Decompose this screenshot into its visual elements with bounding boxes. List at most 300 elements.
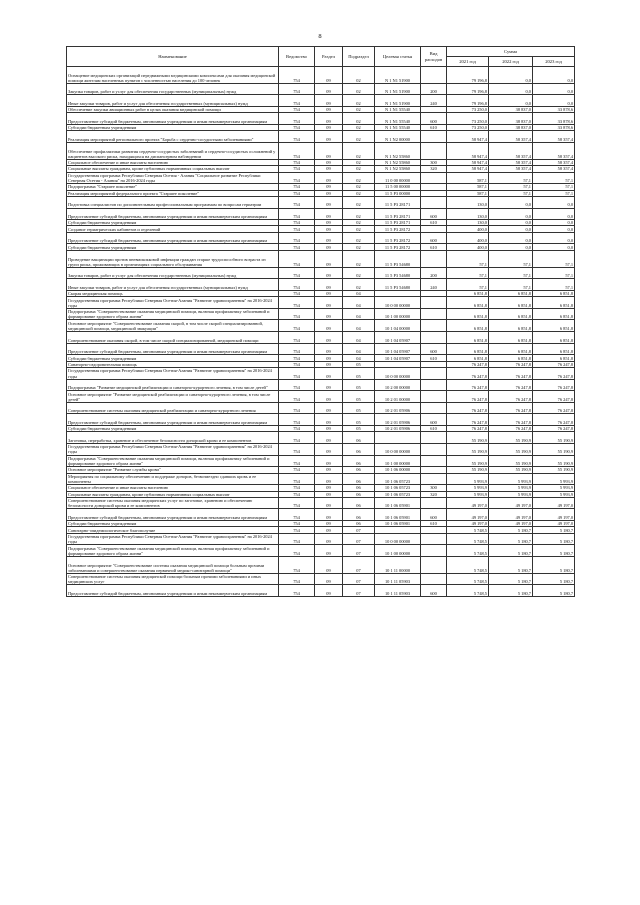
row-expense-type: 610 [421, 521, 447, 527]
row-subsection: 07 [343, 573, 375, 585]
row-name: Подготовка специалистов по дополнительным профессиональным программам по вопросам гериатрии [67, 196, 279, 208]
row-name: Реализация мероприятий федерального проекта "Старшее поколение" [67, 190, 279, 196]
row-ministry: 754 [279, 208, 315, 220]
row-target-article: 10 1 06 05901 [375, 509, 421, 521]
table-row [67, 172, 575, 184]
row-section: 09 [315, 95, 343, 107]
row-section: 09 [315, 491, 343, 497]
row-subsection: 02 [343, 83, 375, 95]
row-target-article: 10 0 00 00000 [375, 297, 421, 309]
row-name: Оснащение медицинских организаций передвижными медицинскими комплексами для оказания медицинской помощи жителям населенных пунктов с численностью населения до 100 человек [67, 67, 279, 84]
row-sum-2021: 6 851,8 [447, 320, 489, 332]
row-sum-2022: 6 851,8 [489, 320, 533, 332]
row-name: Подпрограмма "Старшее поколение" [67, 184, 279, 190]
row-subsection: 06 [343, 467, 375, 473]
table-row [67, 391, 575, 403]
row-sum-2021: 5 748,5 [447, 527, 489, 533]
row-ministry: 754 [279, 527, 315, 533]
row-sum-2022: 5 180,7 [489, 533, 533, 545]
row-expense-type [421, 367, 447, 379]
header-year-2023: 2023 год [533, 57, 575, 67]
row-expense-type: 300 [421, 485, 447, 491]
row-sum-2022: 0,0 [489, 95, 533, 107]
row-sum-2023: 76 247,8 [533, 425, 575, 431]
row-name: Социальное обеспечение и иные выплаты населению [67, 485, 279, 491]
row-target-article: 10 1 00 00000 [375, 545, 421, 557]
row-sum-2021: 5 993,9 [447, 485, 489, 491]
row-sum-2021: 5 748,5 [447, 573, 489, 585]
row-ministry: 754 [279, 361, 315, 367]
row-subsection: 02 [343, 131, 375, 143]
header-ministry: Ведомство [279, 47, 315, 67]
row-section: 09 [315, 67, 343, 84]
row-section: 09 [315, 232, 343, 244]
row-sum-2023: 57,1 [533, 184, 575, 190]
row-sum-2023: 58 357,4 [533, 131, 575, 143]
row-sum-2022: 57,1 [489, 279, 533, 291]
row-sum-2022: 38 837,0 [489, 124, 533, 130]
row-sum-2023: 76 247,8 [533, 367, 575, 379]
row-ministry: 754 [279, 497, 315, 509]
row-target-article: 10 1 11 00000 [375, 557, 421, 574]
row-sum-2022: 58 357,4 [489, 142, 533, 159]
row-sum-2023: 0,0 [533, 244, 575, 250]
header-year-2021: 2021 год [447, 57, 489, 67]
row-target-article: 11 5 P3 54680 [375, 250, 421, 267]
row-ministry: 754 [279, 279, 315, 291]
row-expense-type: 610 [421, 124, 447, 130]
row-name: Закупка товаров, работ и услуг для обеспечения государственных (муниципальных) нужд [67, 83, 279, 95]
row-ministry: 754 [279, 521, 315, 527]
row-name: Скорая медицинская помощь [67, 290, 279, 296]
row-subsection: 02 [343, 142, 375, 159]
row-section: 09 [315, 308, 343, 320]
row-subsection: 04 [343, 320, 375, 332]
row-sum-2021: 130,0 [447, 220, 489, 226]
row-name: Проведение вакцинации против пневмококковой инфекции граждан старше трудоспособного возраста из групп риска, проживающих в организациях социального обслуживания [67, 250, 279, 267]
header-year-2022: 2022 год [489, 57, 533, 67]
table-row [67, 267, 575, 279]
row-name: Субсидии бюджетным учреждениям [67, 425, 279, 431]
row-sum-2021: 76 247,8 [447, 402, 489, 414]
row-section: 09 [315, 267, 343, 279]
row-sum-2023: 57,1 [533, 279, 575, 291]
row-name: Реализация мероприятий регионального проекта "Борьба с сердечно-сосудистыми заболеваниями" [67, 131, 279, 143]
row-target-article: N 1 N1 51900 [375, 95, 421, 107]
row-section: 09 [315, 142, 343, 159]
row-sum-2023: 57,1 [533, 190, 575, 196]
row-target-article: N 1 N1 55540 [375, 113, 421, 125]
row-section: 09 [315, 124, 343, 130]
row-ministry: 754 [279, 485, 315, 491]
row-section: 09 [315, 467, 343, 473]
row-ministry: 754 [279, 402, 315, 414]
row-subsection: 02 [343, 95, 375, 107]
row-target-article: N 1 N1 51900 [375, 83, 421, 95]
row-name: Совершенствование системы оказания медицинской помощи больным прочими заболеваниями и иных медицинских услуг [67, 573, 279, 585]
row-section: 09 [315, 425, 343, 431]
row-ministry: 754 [279, 244, 315, 250]
row-ministry: 754 [279, 226, 315, 232]
table-row [67, 131, 575, 143]
row-target-article: 11 5 P3 28171 [375, 196, 421, 208]
row-sum-2021: 55 190,9 [447, 467, 489, 473]
budget-table [66, 46, 575, 597]
row-target-article: 10 1 04 05907 [375, 343, 421, 355]
row-name: Основное мероприятие "Совершенствование системы оказания медицинской помощи больным прочими заболеваниями и совершенствование оказания первичной медико-санитарной помощи" [67, 557, 279, 574]
row-subsection: 05 [343, 425, 375, 431]
row-sum-2021: 6 851,8 [447, 332, 489, 344]
row-ministry: 754 [279, 290, 315, 296]
row-section: 09 [315, 250, 343, 267]
row-subsection: 02 [343, 232, 375, 244]
row-expense-type: 600 [421, 232, 447, 244]
row-ministry: 754 [279, 196, 315, 208]
row-subsection: 05 [343, 379, 375, 391]
row-ministry: 754 [279, 491, 315, 497]
row-sum-2022: 6 851,8 [489, 308, 533, 320]
row-subsection: 04 [343, 343, 375, 355]
row-target-article: 10 2 01 05906 [375, 414, 421, 426]
row-expense-type [421, 250, 447, 267]
row-sum-2022: 5 993,9 [489, 473, 533, 485]
row-sum-2023: 58 357,4 [533, 142, 575, 159]
row-ministry: 754 [279, 355, 315, 361]
row-sum-2021: 6 851,8 [447, 290, 489, 296]
row-ministry: 754 [279, 95, 315, 107]
row-subsection: 06 [343, 432, 375, 444]
row-sum-2022: 0,0 [489, 83, 533, 95]
row-target-article: 10 1 06 05723 [375, 491, 421, 497]
row-section: 09 [315, 402, 343, 414]
row-section: 09 [315, 279, 343, 291]
table-row [67, 113, 575, 125]
row-subsection: 06 [343, 485, 375, 491]
row-ministry: 754 [279, 379, 315, 391]
row-subsection: 04 [343, 290, 375, 296]
table-row [67, 545, 575, 557]
row-sum-2023: 5 993,9 [533, 473, 575, 485]
row-subsection: 02 [343, 159, 375, 165]
row-subsection: 02 [343, 244, 375, 250]
row-subsection: 07 [343, 527, 375, 533]
row-section: 09 [315, 527, 343, 533]
row-section: 09 [315, 196, 343, 208]
table-row [67, 196, 575, 208]
table-row [67, 332, 575, 344]
row-sum-2021: 58 947,4 [447, 131, 489, 143]
row-sum-2021: 130,0 [447, 208, 489, 220]
row-ministry: 754 [279, 455, 315, 467]
row-sum-2021: 76 247,8 [447, 379, 489, 391]
row-name: Предоставление субсидий бюджетным, автономным учреждениям и иным некоммерческим организациям [67, 208, 279, 220]
row-target-article: 10 0 00 00000 [375, 367, 421, 379]
row-sum-2023: 33 878,6 [533, 113, 575, 125]
table-row [67, 585, 575, 597]
row-target-article: 10 1 11 05903 [375, 573, 421, 585]
row-sum-2023: 6 851,8 [533, 297, 575, 309]
row-sum-2022: 0,0 [489, 220, 533, 226]
row-sum-2022: 76 247,8 [489, 425, 533, 431]
row-expense-type: 240 [421, 95, 447, 107]
row-sum-2022: 57,1 [489, 250, 533, 267]
row-name: Субсидии бюджетным учреждениям [67, 521, 279, 527]
row-ministry: 754 [279, 83, 315, 95]
row-target-article: 10 0 00 00000 [375, 443, 421, 455]
row-subsection: 05 [343, 361, 375, 367]
row-expense-type [421, 320, 447, 332]
row-sum-2021: 6 851,8 [447, 297, 489, 309]
row-ministry: 754 [279, 425, 315, 431]
row-sum-2023: 5 993,9 [533, 491, 575, 497]
row-name: Мероприятия по социальному обеспечению и поддержке доноров, безвозмездно сдавших кровь и ее компоненты [67, 473, 279, 485]
row-subsection: 02 [343, 67, 375, 84]
row-sum-2021: 6 851,8 [447, 343, 489, 355]
row-name: Основное мероприятие "Развитие медицинской реабилитации и санаторно-курортного лечения, в том числе детей" [67, 391, 279, 403]
row-section: 09 [315, 414, 343, 426]
row-expense-type: 200 [421, 83, 447, 95]
row-name: Иные закупки товаров, работ и услуг для обеспечения государственных (муниципальных) нужд [67, 279, 279, 291]
row-sum-2023: 0,0 [533, 226, 575, 232]
row-sum-2023: 5 993,9 [533, 485, 575, 491]
row-ministry: 754 [279, 67, 315, 84]
table-row [67, 308, 575, 320]
row-sum-2023: 49 197,0 [533, 521, 575, 527]
row-name: Субсидии бюджетным учреждениям [67, 244, 279, 250]
row-sum-2022: 5 993,9 [489, 491, 533, 497]
row-subsection: 06 [343, 497, 375, 509]
row-name: Предоставление субсидий бюджетным, автономным учреждениям и иным некоммерческим организациям [67, 113, 279, 125]
row-sum-2023: 55 190,9 [533, 443, 575, 455]
row-ministry: 754 [279, 250, 315, 267]
row-section: 09 [315, 432, 343, 444]
row-ministry: 754 [279, 113, 315, 125]
row-subsection: 05 [343, 391, 375, 403]
row-ministry: 754 [279, 142, 315, 159]
row-ministry: 754 [279, 166, 315, 172]
row-name: Иные закупки товаров, работ и услуг для обеспечения государственных (муниципальных) нужд [67, 95, 279, 107]
row-name: Государственная программа Республики Северная Осетия-Алания "Развитие здравоохранения" на 2016-2024 годы [67, 533, 279, 545]
row-ministry: 754 [279, 414, 315, 426]
header-subsection: Подраздел [343, 47, 375, 67]
row-name: Совершенствование системы оказания медицинских услуг по заготовке, хранению и обеспечению безопасности донорской крови и ее компонентов [67, 497, 279, 509]
row-sum-2022: 76 247,8 [489, 391, 533, 403]
row-name: Предоставление субсидий бюджетным, автономным учреждениям и иным некоммерческим организациям [67, 414, 279, 426]
row-section: 09 [315, 166, 343, 172]
table-row [67, 497, 575, 509]
row-expense-type: 600 [421, 585, 447, 597]
row-target-article: N 1 N2 55860 [375, 159, 421, 165]
row-sum-2022: 5 180,7 [489, 573, 533, 585]
row-ministry: 754 [279, 159, 315, 165]
row-ministry: 754 [279, 308, 315, 320]
row-expense-type [421, 67, 447, 84]
row-ministry: 754 [279, 432, 315, 444]
row-sum-2022: 38 837,0 [489, 106, 533, 112]
row-section: 09 [315, 332, 343, 344]
row-ministry: 754 [279, 124, 315, 130]
row-sum-2022: 57,1 [489, 184, 533, 190]
row-ministry: 754 [279, 533, 315, 545]
row-expense-type [421, 455, 447, 467]
row-ministry: 754 [279, 131, 315, 143]
row-target-article: 10 1 11 05903 [375, 585, 421, 597]
row-sum-2021: 5 748,5 [447, 585, 489, 597]
row-subsection: 02 [343, 172, 375, 184]
row-ministry: 754 [279, 106, 315, 112]
row-section: 09 [315, 343, 343, 355]
row-sum-2021: 73 250,0 [447, 106, 489, 112]
row-target-article: 11 5 P3 28171 [375, 208, 421, 220]
row-name: Социальные выплаты гражданам, кроме публичных нормативных социальных выплат [67, 166, 279, 172]
row-expense-type [421, 308, 447, 320]
row-section: 09 [315, 131, 343, 143]
row-section: 09 [315, 159, 343, 165]
row-sum-2021: 58 947,4 [447, 159, 489, 165]
row-section: 09 [315, 361, 343, 367]
row-target-article: 10 1 06 05723 [375, 473, 421, 485]
row-sum-2023: 76 247,8 [533, 361, 575, 367]
table-row [67, 67, 575, 84]
row-target-article: N 1 N2 55860 [375, 142, 421, 159]
row-sum-2022: 6 851,8 [489, 297, 533, 309]
row-name: Основное мероприятие "Развитие службы крови" [67, 467, 279, 473]
row-expense-type [421, 131, 447, 143]
row-sum-2022: 58 357,4 [489, 166, 533, 172]
row-ministry: 754 [279, 320, 315, 332]
row-ministry: 754 [279, 267, 315, 279]
row-sum-2023: 76 247,8 [533, 379, 575, 391]
row-name: Предоставление субсидий бюджетным, автономным учреждениям и иным некоммерческим организациям [67, 232, 279, 244]
row-target-article: 10 1 06 05901 [375, 521, 421, 527]
table-row [67, 320, 575, 332]
row-sum-2021: 49 197,0 [447, 509, 489, 521]
row-expense-type: 320 [421, 166, 447, 172]
row-expense-type [421, 196, 447, 208]
table-row [67, 367, 575, 379]
row-expense-type: 600 [421, 208, 447, 220]
row-name: Социальные выплаты гражданам, кроме публичных нормативных социальных выплат [67, 491, 279, 497]
row-name: Закупка товаров, работ и услуг для обеспечения государственных (муниципальных) нужд [67, 267, 279, 279]
row-sum-2022: 0,0 [489, 244, 533, 250]
row-target-article: 10 1 06 05723 [375, 485, 421, 491]
row-expense-type: 600 [421, 509, 447, 521]
row-subsection: 02 [343, 190, 375, 196]
row-sum-2023: 6 851,8 [533, 332, 575, 344]
row-section: 09 [315, 190, 343, 196]
row-sum-2022: 0,0 [489, 226, 533, 232]
row-sum-2022: 76 247,8 [489, 367, 533, 379]
row-name: Предоставление субсидий бюджетным, автономным учреждениям и иным некоммерческим организациям [67, 343, 279, 355]
row-sum-2021: 400,0 [447, 226, 489, 232]
row-sum-2023: 0,0 [533, 196, 575, 208]
row-subsection: 02 [343, 279, 375, 291]
row-expense-type: 300 [421, 159, 447, 165]
table-row [67, 343, 575, 355]
row-section: 09 [315, 509, 343, 521]
row-target-article: 11 5 P3 54680 [375, 267, 421, 279]
table-row [67, 509, 575, 521]
row-section: 09 [315, 379, 343, 391]
row-ministry: 754 [279, 391, 315, 403]
header-name: Наименование [67, 47, 279, 67]
row-target-article: 10 1 04 05907 [375, 355, 421, 361]
row-sum-2022: 6 851,8 [489, 332, 533, 344]
row-subsection: 04 [343, 297, 375, 309]
row-ministry: 754 [279, 557, 315, 574]
row-subsection: 02 [343, 220, 375, 226]
row-sum-2023: 57,1 [533, 267, 575, 279]
row-sum-2022: 58 357,4 [489, 159, 533, 165]
row-expense-type [421, 443, 447, 455]
row-sum-2021: 79 196,8 [447, 95, 489, 107]
row-sum-2021: 55 190,9 [447, 443, 489, 455]
row-target-article: 10 0 00 00000 [375, 533, 421, 545]
row-name: Социальное обеспечение и иные выплаты населению [67, 159, 279, 165]
row-ministry: 754 [279, 190, 315, 196]
row-expense-type: 610 [421, 425, 447, 431]
row-section: 09 [315, 113, 343, 125]
row-sum-2021: 76 247,8 [447, 425, 489, 431]
row-name: Государственная программа Республики Северная Осетия - Алания "Социальное развитие Республики Северная Осетия - Алания" на 2016-2024 годы [67, 172, 279, 184]
row-sum-2023: 49 197,0 [533, 497, 575, 509]
row-name: Обеспечение закупки авиационных работ в целях оказания медицинской помощи [67, 106, 279, 112]
row-section: 09 [315, 172, 343, 184]
row-sum-2022: 0,0 [489, 67, 533, 84]
row-section: 09 [315, 485, 343, 491]
row-target-article: 11 5 P3 28172 [375, 226, 421, 232]
row-section: 09 [315, 545, 343, 557]
row-ministry: 754 [279, 585, 315, 597]
row-sum-2021: 5 748,5 [447, 533, 489, 545]
row-section: 09 [315, 521, 343, 527]
row-sum-2021: 5 993,9 [447, 491, 489, 497]
row-sum-2021: 130,0 [447, 196, 489, 208]
row-ministry: 754 [279, 467, 315, 473]
row-expense-type [421, 391, 447, 403]
row-target-article: 11 5 P3 54680 [375, 279, 421, 291]
row-expense-type [421, 297, 447, 309]
row-name: Государственная программа Республики Северная Осетия-Алания "Развитие здравоохранения" на 2016-2024 годы [67, 297, 279, 309]
row-expense-type [421, 557, 447, 574]
row-sum-2023: 55 190,9 [533, 467, 575, 473]
row-ministry: 754 [279, 220, 315, 226]
row-ministry: 754 [279, 509, 315, 521]
row-name: Субсидии бюджетным учреждениям [67, 355, 279, 361]
row-subsection: 06 [343, 473, 375, 485]
row-section: 09 [315, 367, 343, 379]
row-sum-2021: 5 993,9 [447, 473, 489, 485]
row-subsection: 02 [343, 184, 375, 190]
table-row [67, 142, 575, 159]
row-name: Подпрограмма "Развитие медицинской реабилитации и санаторно-курортного лечения, в том числе детей" [67, 379, 279, 391]
row-name: Совершенствование системы оказания медицинской реабилитации и санаторно-курортного лечения [67, 402, 279, 414]
row-name: Предоставление субсидий бюджетным, автономным учреждениям и иным некоммерческим организациям [67, 509, 279, 521]
row-sum-2022: 5 180,7 [489, 527, 533, 533]
row-section: 09 [315, 473, 343, 485]
row-sum-2021: 57,1 [447, 250, 489, 267]
row-ministry: 754 [279, 184, 315, 190]
row-target-article: 11 5 P3 00000 [375, 190, 421, 196]
row-sum-2022: 55 190,9 [489, 455, 533, 467]
row-sum-2023: 5 180,7 [533, 573, 575, 585]
row-sum-2021: 76 247,8 [447, 391, 489, 403]
table-row [67, 95, 575, 107]
row-expense-type [421, 497, 447, 509]
row-subsection: 04 [343, 332, 375, 344]
row-sum-2023: 0,0 [533, 208, 575, 220]
row-ministry: 754 [279, 473, 315, 485]
